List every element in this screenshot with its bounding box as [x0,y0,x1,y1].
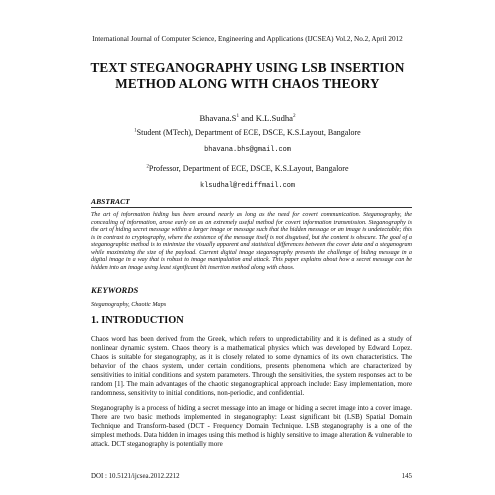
introduction-paragraph-2: Steganography is a process of hiding a secret message into an image or hiding a secret image into a cover image. There are two basic methods implemented in steganography: Least significant bit (LSB) Spatial Domain Technique and Transform-based (DCT - Frequency Domain Technique. LSB steganography is a one of the simplest methods. Data hidden in images using this method is highly sensitive to image alteration & vulnerable to attack. DCT steganography is potentially more [91,404,412,449]
email-1[interactable]: bhavana.bhs@gmail.com [204,146,291,154]
author-conjunction: and [239,113,256,123]
abstract-heading: ABSTRACT [91,197,130,206]
affiliation-1-text: Student (MTech), Department of ECE, DSCE, K.S.Layout, Bangalore [136,128,361,137]
keywords-heading: KEYWORDS [91,285,139,295]
affiliation-2-text: Professor, Department of ECE, DSCE, K.S.Layout, Bangalore [148,164,349,173]
abstract-divider [91,207,412,208]
doi-text: DOI : 10.5121/ijcsea.2012.2212 [91,473,180,480]
author-1-sup: 1 [236,113,240,120]
affiliation-1-sup: 1 [134,128,137,134]
journal-header: International Journal of Computer Science, Engineering and Applications (IJCSEA) Vol.2, No.2, April 2012 [92,35,403,43]
affiliation-2-sup: 2 [146,164,149,170]
author-2: K.L.Sudha [255,113,293,123]
author-line [0,113,495,123]
introduction-paragraph-1: Chaos word has been derived from the Greek, which refers to unpredictability and it is defined as a study of nonlinear dynamic system. Chaos theory is a mathematical physics which was developed by Edward Lopez. Chaos is suitable for steganography, as it is closely related to some dynamics of its own characteristics. The behavior of the chaos system, under certain conditions, presents phenomena which are characterized by sensitivities to initial conditions and system parameters. Through the sensitivities, the system responses act to be random [1]. The main advantages of the chaotic steganographical approach include: Easy implementation, more randomness, sensitivity to initial conditions, non-periodic, and confidential. [91,335,412,398]
affiliation-1 [0,128,495,137]
email-2[interactable]: klsudhal@rediffmail.com [199,182,296,190]
author-1: Bhavana.S [199,113,237,123]
page-number: 145 [401,473,412,480]
paper-title: TEXT STEGANOGRAPHY USING LSB INSERTION METHOD ALONG WITH CHAOS THEORY [90,60,405,91]
keywords-text: Steganography, Chaotic Maps [91,301,167,308]
abstract-text: The art of information hiding has been around nearly as long as the need for covert communication. Steganography, the concealing of information, arose early on as an extremely useful method for covert information transmission. Steganography is the art of hiding secret message within a larger image or message such that the hidden message or an image is undetectable; this is in contrast to cryptography, where the existence of the message itself is not disguised, but the content is obscure. The goal of a steganographic method is to minimize the visually apparent and statistical differences between the cover data and a steganogram while maximizing the size of the payload. Current digital image steganography presents the challenge of hiding message in a digital image in a way that is robust to image manipulation and attack. This paper explains about how a secret message can be hidden into an image using least significant bit insertion method along with chaos. [91,212,412,271]
introduction-heading: 1. INTRODUCTION [91,315,184,326]
affiliation-2 [0,164,495,173]
author-2-sup: 2 [292,113,296,120]
